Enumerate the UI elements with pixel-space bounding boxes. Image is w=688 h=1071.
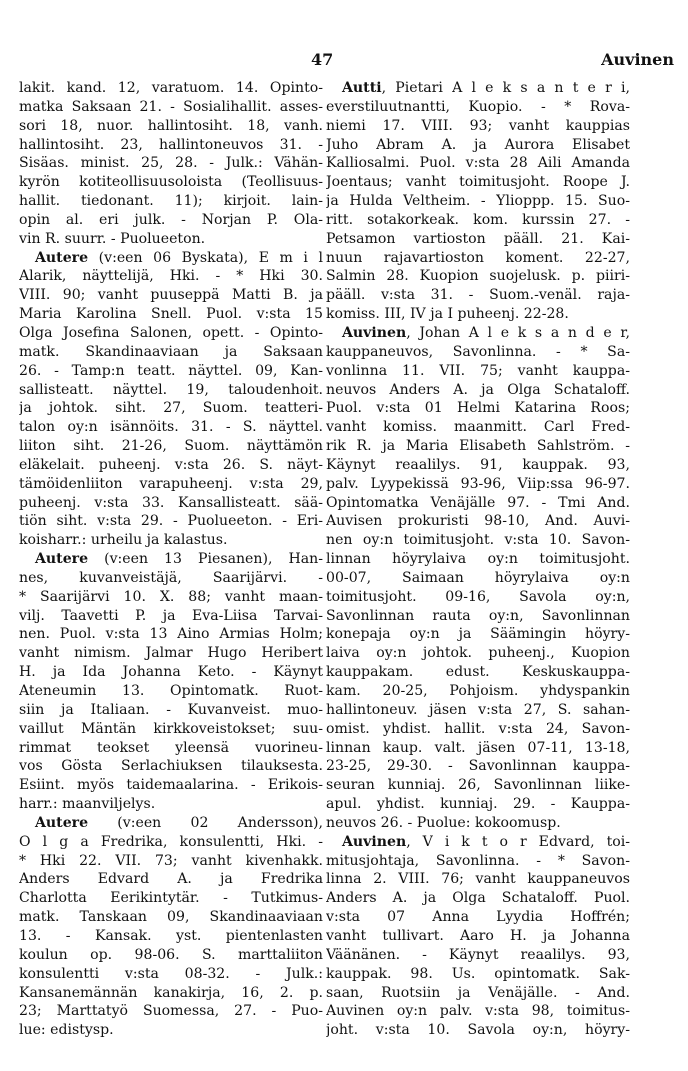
text-line <box>326 230 630 249</box>
line-text: Käynyt reaalilys. 91, kauppak. 93, <box>326 456 630 473</box>
text-line <box>326 701 630 720</box>
line-text: Kansanemännän kanakirja, 16, 2. p. <box>19 984 323 1001</box>
line-text: Juho Abram A. ja Aurora Elisabet <box>326 136 630 153</box>
text-line <box>326 965 630 984</box>
line-text: , V i k t o r Edvard, toi- <box>406 833 630 850</box>
text-line <box>19 211 323 230</box>
text-line <box>326 98 630 117</box>
text-line <box>19 889 323 908</box>
text-line <box>19 625 323 644</box>
text-line <box>326 286 630 305</box>
line-text: Puol. v:sta 01 Helmi Katarina Roos; <box>326 400 630 417</box>
line-text: ja johtok. siht. 27, Suom. teatteri- <box>19 400 323 417</box>
line-text: laiva oy:n johtok. puheenj., Kuopion <box>326 645 630 662</box>
text-line <box>326 588 630 607</box>
text-line <box>19 305 323 324</box>
text-line <box>19 494 323 513</box>
text-line <box>19 795 323 814</box>
line-text: Anders A. ja Olga Schataloff. Puol. <box>326 890 630 907</box>
line-text: linna 2. VIII. 76; vanht kauppaneuvos <box>326 871 630 888</box>
line-text: matk. Skandinaaviaan ja Saksaan <box>19 343 323 360</box>
line-text: lue: edistysp. <box>19 1022 114 1039</box>
text-line <box>326 154 630 173</box>
line-text: rimmat teokset yleensä vuorineu- <box>19 739 323 756</box>
entry-surname: Autti <box>342 80 382 96</box>
line-text: Auvinen oy:n palv. v:sta 98, toimitus- <box>326 1003 630 1020</box>
line-text: , Pietari A l e k s a n t e r i, <box>381 80 630 96</box>
text-line <box>326 550 630 569</box>
text-line <box>326 569 630 588</box>
running-head: Auvinen <box>601 50 674 69</box>
line-text: Auvisen prokuristi 98-10, And. Auvi- <box>326 513 630 530</box>
text-line <box>326 475 630 494</box>
left-column <box>19 79 323 1040</box>
page-header <box>0 50 688 72</box>
text-line <box>326 192 630 211</box>
text-line <box>19 757 323 776</box>
line-text: kauppakam. edust. Keskuskauppa- <box>326 664 630 681</box>
line-text: koisharr.: urheilu ja kalastus. <box>19 532 228 549</box>
line-text: Olga Josefina Salonen, opett. - Opinto- <box>19 324 323 341</box>
line-text: vonlinna 11. VII. 75; vanht kauppa- <box>326 362 630 379</box>
text-line <box>326 1002 630 1021</box>
line-text: rik R. ja Maria Elisabeth Sahlström. - <box>326 438 630 455</box>
text-line <box>19 1002 323 1021</box>
entry-surname: Auvinen <box>342 324 407 341</box>
line-text: sori 18, nuor. hallintosiht. 18, vanh. <box>19 117 323 134</box>
text-line <box>326 136 630 155</box>
right-column <box>326 79 630 1040</box>
text-line <box>19 192 323 211</box>
line-text: siin ja Italiaan. - Kuvanveist. muo- <box>19 701 323 718</box>
entry-first-line <box>19 814 323 833</box>
line-text: mitusjohtaja, Savonlinna. - * Savon- <box>326 852 630 869</box>
text-line <box>19 531 323 550</box>
text-line <box>19 739 323 758</box>
text-line <box>19 663 323 682</box>
text-line <box>326 249 630 268</box>
line-text: Alarik, näyttelijä, Hki. - * Hki 30. <box>19 268 323 285</box>
text-line <box>326 343 630 362</box>
line-text: kauppaneuvos, Savonlinna. - * Sa- <box>326 343 630 360</box>
text-line <box>326 117 630 136</box>
text-line <box>326 211 630 230</box>
line-text: v:sta 07 Anna Lyydia Hoffrén; <box>326 909 630 926</box>
line-text: Joentaus; vanht toimitusjoht. Roope J. <box>326 174 630 191</box>
line-text: omist. yhdist. hallit. v:sta 24, Savon- <box>326 720 630 737</box>
line-text: nuun rajavartioston koment. 22-27, <box>326 249 630 266</box>
line-text: matka Saksaan 21. - Sosialihallit. asses- <box>19 98 323 115</box>
text-line <box>326 889 630 908</box>
text-line <box>326 437 630 456</box>
entry-surname: Autere <box>35 249 89 266</box>
line-text: Charlotta Eerikintytär. - Tutkimus- <box>19 890 323 907</box>
line-text: konepaja oy:n ja Säämingin höyry- <box>326 626 630 643</box>
line-text: Kalliosalmi. Puol. v:sta 28 Aili Amanda <box>326 155 630 172</box>
text-line <box>326 625 630 644</box>
text-line <box>19 399 323 418</box>
text-line <box>19 833 323 852</box>
line-text: 13. - Kansak. yst. pientenlasten <box>19 927 323 944</box>
text-line <box>326 908 630 927</box>
text-line <box>326 739 630 758</box>
line-text: Salmin 28. Kuopion suojelusk. p. piiri- <box>326 268 630 285</box>
line-text: 23-25, 29-30. - Savonlinnan kauppa- <box>326 758 630 775</box>
line-text: * Hki 22. VII. 73; vanht kivenhakk. <box>19 852 323 869</box>
text-line <box>326 399 630 418</box>
line-text: nen. Puol. v:sta 13 Aino Armias Holm; <box>19 626 323 643</box>
line-text: hallintosiht. 23, hallintoneuvos 31. - <box>19 136 323 153</box>
text-line <box>19 852 323 871</box>
line-text: Väänänen. - Käynyt reaalilys. 93, <box>326 946 630 963</box>
entry-surname: Auvinen <box>342 833 407 850</box>
text-line <box>326 173 630 192</box>
line-text: apul. yhdist. kunniaj. 29. - Kauppa- <box>326 796 630 813</box>
text-line <box>19 682 323 701</box>
text-line <box>19 173 323 192</box>
entry-first-line <box>19 249 323 268</box>
line-text: kauppak. 98. Us. opintomatk. Sak- <box>326 965 630 982</box>
text-line <box>19 984 323 1003</box>
text-line <box>19 362 323 381</box>
line-text: harr.: maanviljelys. <box>19 796 156 813</box>
text-line <box>326 381 630 400</box>
line-text: kam. 20-25, Pohjoism. yhdyspankin <box>326 683 630 699</box>
line-text: lakit. kand. 12, varatuom. 14. Opinto- <box>19 80 323 96</box>
text-line <box>19 79 323 98</box>
text-line <box>326 418 630 437</box>
text-line <box>326 531 630 550</box>
line-text: vos Gösta Serlachiuksen tilauksesta. <box>19 758 323 775</box>
text-line <box>326 362 630 381</box>
line-text: joht. v:sta 10. Savola oy:n, höyry- <box>326 1022 630 1039</box>
line-text: nen oy:n toimitusjoht. v:sta 10. Savon- <box>326 532 630 549</box>
line-text: linnan kaup. valt. jäsen 07-11, 13-18, <box>326 739 630 756</box>
line-text: toimitusjoht. 09-16, Savola oy:n, <box>326 588 630 605</box>
text-line <box>19 701 323 720</box>
line-text: 00-07, Saimaan höyrylaiva oy:n <box>326 569 630 586</box>
page-number: 47 <box>311 50 334 69</box>
line-text: Ateneumin 13. Opintomatk. Ruot- <box>19 683 323 699</box>
line-text: komiss. III, IV ja I puheenj. 22-28. <box>326 306 569 323</box>
line-text: 26. - Tamp:n teatt. näyttel. 09, Kan- <box>19 362 323 379</box>
line-text: vin R. suurr. - Puolueeton. <box>19 230 206 247</box>
text-line <box>326 720 630 739</box>
line-text: tämöidenliiton varapuheenj. v:sta 29, <box>19 475 323 492</box>
line-text: seuran kunniaj. 26, Savonlinnan liike- <box>326 777 630 794</box>
line-text: neuvos Anders A. ja Olga Schataloff. <box>326 381 630 398</box>
entry-surname: Autere <box>35 551 89 568</box>
line-text: palv. Lyypekissä 93-96, Viip:ssa 96-97. <box>326 475 630 492</box>
line-text: vilj. Taavetti P. ja Eva-Liisa Tarvai- <box>19 607 323 624</box>
line-text: vaillut Mäntän kirkkoveistokset; suu- <box>19 720 323 737</box>
text-line <box>326 984 630 1003</box>
line-text: everstiluutnantti, Kuopio. - * Rova- <box>326 98 630 115</box>
line-text: koulun op. 98-06. S. marttaliiton <box>19 946 323 963</box>
text-line <box>326 305 630 324</box>
text-line <box>19 720 323 739</box>
text-line <box>326 607 630 626</box>
line-text: Petsamon vartioston pääll. 21. Kai- <box>326 230 630 247</box>
line-text: Savonlinnan rauta oy:n, Savonlinnan <box>326 607 630 624</box>
text-line <box>19 230 323 249</box>
line-text: * Saarijärvi 10. X. 88; vanht maan- <box>19 588 323 605</box>
line-text: matk. Tanskaan 09, Skandinaaviaan <box>19 909 323 926</box>
line-text: Anders Edvard A. ja Fredrika <box>19 871 323 888</box>
text-line <box>19 267 323 286</box>
line-text: niemi 17. VIII. 93; vanht kauppias <box>326 117 630 134</box>
text-line <box>19 475 323 494</box>
text-line <box>19 588 323 607</box>
line-text: vanht nimism. Jalmar Hugo Heribert <box>19 645 323 662</box>
text-line <box>326 814 630 833</box>
text-line <box>326 512 630 531</box>
text-line <box>326 682 630 701</box>
text-line <box>19 927 323 946</box>
line-text: opin al. eri julk. - Norjan P. Ola- <box>19 211 323 228</box>
text-line <box>19 286 323 305</box>
text-line <box>19 381 323 400</box>
line-text: Opintomatka Venäjälle 97. - Tmi And. <box>326 494 630 511</box>
line-text: tiön siht. v:sta 29. - Puolueeton. - Eri- <box>19 513 323 530</box>
text-line <box>19 569 323 588</box>
line-text: hallit. tiedonant. 11); kirjoit. lain- <box>19 193 323 210</box>
text-line <box>326 757 630 776</box>
text-line <box>326 795 630 814</box>
line-text: H. ja Ida Johanna Keto. - Käynyt <box>19 664 323 681</box>
text-line <box>19 965 323 984</box>
line-text: puheenj. v:sta 33. Kansallisteatt. sää- <box>19 494 323 511</box>
line-text: vanht tullivart. Aaro H. ja Johanna <box>326 927 630 944</box>
line-text: 23; Marttatyö Suomessa, 27. - Puo- <box>19 1003 323 1020</box>
entry-first-line <box>326 833 630 852</box>
text-line <box>326 776 630 795</box>
line-text: ritt. sotakorkeak. kom. kurssin 27. - <box>326 211 630 228</box>
line-text: saan, Ruotsiin ja Venäjälle. - And. <box>326 984 630 1001</box>
line-text: sallisteatt. näyttel. 19, taloudenhoit. <box>19 381 323 398</box>
line-text: Maria Karolina Snell. Puol. v:sta 15 <box>19 306 323 323</box>
text-line <box>19 98 323 117</box>
text-line <box>326 852 630 871</box>
text-line <box>19 456 323 475</box>
line-text: eläkelait. puheenj. v:sta 26. S. näyt- <box>19 456 323 473</box>
text-line <box>19 437 323 456</box>
entry-first-line <box>326 79 630 98</box>
entry-surname: Autere <box>35 814 89 831</box>
text-line <box>19 776 323 795</box>
text-line <box>19 644 323 663</box>
text-line <box>326 456 630 475</box>
text-line <box>19 512 323 531</box>
entry-first-line <box>326 324 630 343</box>
text-line <box>326 644 630 663</box>
entry-first-line <box>19 550 323 569</box>
text-line <box>19 418 323 437</box>
text-line <box>326 267 630 286</box>
line-text: Esiint. myös taidemaalarina. - Erikois- <box>19 777 323 794</box>
text-line <box>19 136 323 155</box>
line-text: VIII. 90; vanht puuseppä Matti B. ja <box>19 287 323 304</box>
text-line <box>326 946 630 965</box>
line-text: vanht komiss. maanmitt. Carl Fred- <box>326 419 630 436</box>
text-line <box>326 1021 630 1040</box>
text-line <box>19 117 323 136</box>
line-text: konsulentti v:sta 08-32. - Julk.: <box>19 965 323 982</box>
line-text: , Johan A l e k s a n d e r, <box>406 324 630 341</box>
text-line <box>19 324 323 343</box>
text-line <box>326 927 630 946</box>
line-text: nes, kuvanveistäjä, Saarijärvi. - <box>19 569 323 586</box>
text-line <box>19 607 323 626</box>
line-text: linnan höyrylaiva oy:n toimitusjoht. <box>326 551 630 568</box>
line-text: ja Hulda Veltheim. - Ylioppp. 15. Suo- <box>326 193 630 210</box>
line-text: liiton siht. 21-26, Suom. näyttämön <box>19 438 323 455</box>
line-text: (v:een 13 Piesanen), Han- <box>88 551 323 568</box>
text-line <box>19 908 323 927</box>
line-text: talon oy:n isännöits. 31. - S. näyttel. <box>19 419 323 436</box>
text-line <box>326 494 630 513</box>
line-text: neuvos 26. - Puolue: kokoomusp. <box>326 814 561 831</box>
text-line <box>19 154 323 173</box>
text-line <box>19 870 323 889</box>
line-text: (v:een 06 Byskata), E m i l <box>88 249 323 266</box>
text-line <box>326 870 630 889</box>
text-line <box>19 946 323 965</box>
line-text: kyrön kotiteollisuusoloista (Teollisuus- <box>19 174 323 191</box>
text-line <box>19 1021 323 1040</box>
text-line <box>326 663 630 682</box>
line-text: Sisäas. minist. 25, 28. - Julk.: Vähän- <box>19 155 323 172</box>
line-text: pääll. v:sta 31. - Suom.-venäl. raja- <box>326 287 630 304</box>
line-text: (v:een 02 Andersson), <box>88 814 323 831</box>
text-line <box>19 343 323 362</box>
line-text: hallintoneuv. jäsen v:sta 27, S. sahan- <box>326 701 630 718</box>
line-text: O l g a Fredrika, konsulentti, Hki. - <box>19 833 323 850</box>
